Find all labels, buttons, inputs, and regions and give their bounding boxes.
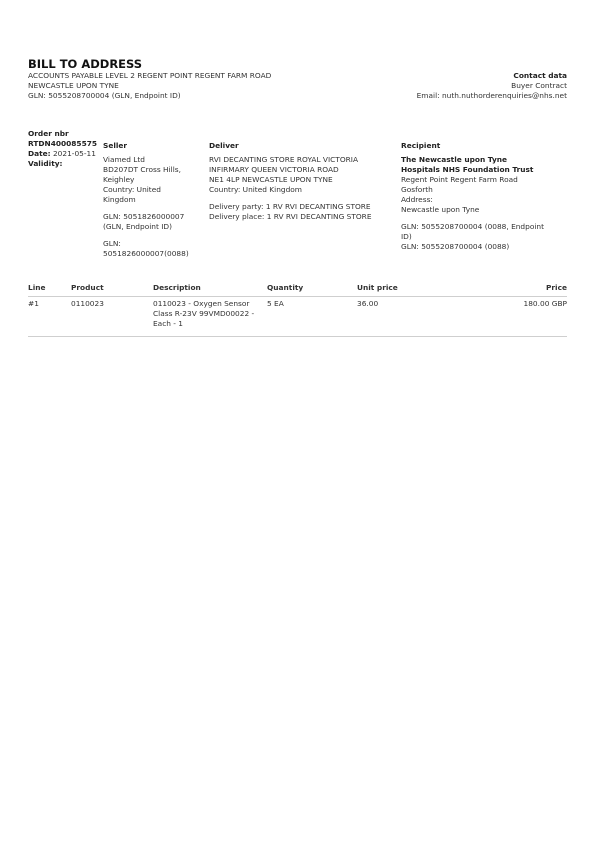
recipient-name: The Newcastle upon Tyne xyxy=(401,155,508,164)
column-header-quantity: Quantity xyxy=(267,283,304,292)
row-product: 0110023 xyxy=(71,299,104,308)
deliver-line: Country: United Kingdom xyxy=(209,185,302,194)
row-description-line: 0110023 - Oxygen Sensor xyxy=(153,299,250,308)
header-divider xyxy=(28,296,567,297)
bill-to-gln: GLN: 5055208700004 (GLN, Endpoint ID) xyxy=(28,91,181,100)
column-header-description: Description xyxy=(153,283,201,292)
date-value: 2021-05-11 xyxy=(52,149,96,158)
deliver-line: RVI DECANTING STORE ROYAL VICTORIA xyxy=(209,155,359,164)
date-label: Date: xyxy=(28,149,51,158)
order-block xyxy=(28,129,108,169)
order-number: RTDN400085575 xyxy=(28,139,98,148)
row-description-line: Class R-23V 99VMD00022 - xyxy=(153,309,255,318)
row-quantity: 5 EA xyxy=(267,299,284,308)
deliver-block xyxy=(209,141,394,222)
order-label: Order nbr xyxy=(28,129,69,138)
deliver-line: NE1 4LP NEWCASTLE UPON TYNE xyxy=(209,175,333,184)
recipient-gln: GLN: 5055208700004 (0088, Endpoint xyxy=(401,222,544,231)
bill-to-address xyxy=(28,71,271,101)
row-description-line: Each - 1 xyxy=(153,319,184,328)
recipient-gln: ID) xyxy=(401,232,412,241)
delivery-place: Delivery place: 1 RV RVI DECANTING STORE xyxy=(209,212,372,221)
row-divider xyxy=(28,336,567,337)
contact-email: Email: nuth.nuthorderenquiries@nhs.net xyxy=(416,91,567,100)
column-header-unit-price: Unit price xyxy=(357,283,398,292)
row-unit-price: 36.00 xyxy=(357,299,379,308)
seller-block xyxy=(103,141,199,259)
bill-to-title: BILL TO ADDRESS xyxy=(28,57,143,71)
row-line: #1 xyxy=(28,299,39,308)
recipient-line: Address: xyxy=(401,195,433,204)
delivery-party: Delivery party: 1 RV RVI DECANTING STORE xyxy=(209,202,371,211)
bill-to-address-line: ACCOUNTS PAYABLE LEVEL 2 REGENT POINT REGENT FARM ROAD xyxy=(28,71,272,80)
contact-block xyxy=(417,71,567,101)
recipient-name: Hospitals NHS Foundation Trust xyxy=(401,165,534,174)
deliver-line: INFIRMARY QUEEN VICTORIA ROAD xyxy=(209,165,339,174)
row-price: 180.00 GBP xyxy=(523,299,567,308)
seller-line: Keighley xyxy=(103,175,135,184)
seller-gln: GLN: xyxy=(103,239,121,248)
column-header-product: Product xyxy=(71,283,104,292)
seller-gln: 5051826000007(0088) xyxy=(103,249,189,258)
column-header-price: Price xyxy=(546,283,567,292)
contact-title: Contact data xyxy=(513,71,567,80)
seller-line: Viamed Ltd xyxy=(103,155,145,164)
recipient-line: Gosforth xyxy=(401,185,433,194)
contact-role: Buyer Contract xyxy=(511,81,567,90)
recipient-title: Recipient xyxy=(401,141,441,150)
bill-to-address-line: NEWCASTLE UPON TYNE xyxy=(28,81,119,90)
seller-title: Seller xyxy=(103,141,128,150)
deliver-title: Deliver xyxy=(209,141,239,150)
recipient-block xyxy=(401,141,571,252)
recipient-line: Regent Point Regent Farm Road xyxy=(401,175,518,184)
seller-gln: (GLN, Endpoint ID) xyxy=(103,222,172,231)
seller-line: Country: United xyxy=(103,185,161,194)
row-description xyxy=(153,299,265,329)
recipient-line: Newcastle upon Tyne xyxy=(401,205,480,214)
seller-gln: GLN: 5051826000007 xyxy=(103,212,185,221)
seller-line: Kingdom xyxy=(103,195,136,204)
validity-label: Validity: xyxy=(28,159,63,168)
recipient-gln: GLN: 5055208700004 (0088) xyxy=(401,242,510,251)
column-header-line: Line xyxy=(28,283,46,292)
seller-line: BD207DT Cross Hills, xyxy=(103,165,181,174)
